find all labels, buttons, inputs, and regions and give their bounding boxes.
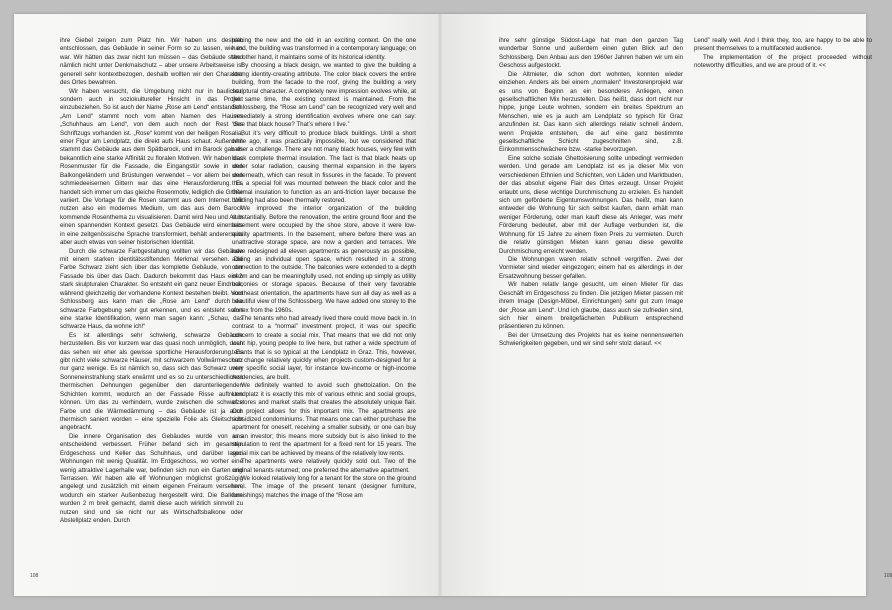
paragraph: Es ist allerdings sehr schwierig, schwarze Gebäude herzustellen. Bis vor kurzem war das quasi noch unmöglich, doch das sehen wir eher als gewisse sportliche Herausforderung. Es gibt nicht viele schwarze Häuser, mit schwarzem Vollwärmeschutz nur ganz wenige. Es ist nämlich so, dass sich das Schwarz unter Sonneneinstrahlung stark erwärmt und es so zu unterschiedlichen thermischen Dehnungen gegenüber den darunterliegenden Schichten kommt, wodurch an der Fassade Risse auftreten können. Um das zu verhindern, wurde zwischen die schwarze Farbe und die Wärmedämmung – das Gebäude ist ja auch thermisch saniert worden – eine spezielle Folie als Gleitschicht angebracht. <box>60 331 243 432</box>
book-spread <box>14 14 892 596</box>
paragraph: Durch die schwarze Farbgestaltung wollten wir das Gebäude mit einem starken identitätsstiftenden Merkmal versehen. Die Farbe Schwarz zieht sich über das komplette Gebäude, von der Fassade bis über das Dach. Dadurch bekommt das Haus einen stark skulpturalen Charakter. So entsteht ein ganz neuer Eindruck, während gleichzeitig der vorhandene Kontext bestehen bleibt. Vom Schlossberg aus kann man die „Rose am Lend“ durch die schwarze Farbgebung sehr gut erkennen, und es entsteht sofort eine starke Identifikation, wenn man sagen kann: „Schau, das schwarze Haus, da wohne ich!“ <box>60 247 243 331</box>
paragraph: The tenants who had already lived there could move back in. In contrast to a “normal” investment project, it was our specific concern to create a social mix. That means that we did not only want hip, young people to live here, but rather a wide spectrum of tenants that is so typical at the Lendplatz in Graz. This, however, can change relatively quickly when projects custom-designed for a very specific social layer, for instance low-income or high-income residencies, are built. <box>232 314 416 381</box>
paragraph: Lend” really well. And I think they, too, are happy to be able to present themselves to a multifaceted audience. <box>694 37 872 53</box>
paragraph: We looked relatively long for a tenant for the store on the ground level. The image of the present tenant (designer furniture, furnishings) matches the image of the “Rose am <box>232 474 417 499</box>
paragraph: Bei der Umsetzung des Projekts hat es keine nennenswerten Schwierigkeiten gegeben, und wir sind sehr stolz darauf. << <box>499 331 683 348</box>
paragraph: Die Altmieter, die schon dort wohnten, konnten wieder einziehen. Anders als bei einem „normalen“ Investorenprojekt war es uns von Beginn an ein besonderes Anliegen, einen gesellschaftlichen Mix herzustellen. Das heißt, dass dort nicht nur hippe, junge Leute wohnen, sondern ein breites Spektrum an Menschen, wie es ja auch am Lendplatz so typisch für Graz anzufinden ist. Das kann sich allerdings relativ schnell ändern, wenn Projekte entstehen, die auf eine ganz bestimmte gesellschaftliche Schicht zugeschnitten sind, z.B. Einkommensschwächere bzw. -starke bevorzugen. <box>499 70 683 154</box>
paragraph: Wir haben versucht, die Umgebung nicht nur in baulicher, sondern auch in soziokultureller Hinsicht in das Projekt einzubeziehen. So ist auch der Name „Rose am Lend“ entstanden. „Am Lend“ stammt noch vom alten Namen des Hauses „Schuhhaus am Lend“, von dem auch noch der Rest des Schriftzugs vorhanden ist. „Rose“ kommt von der heiligen Rosalia, einer Figur am Lendplatz, die direkt aufs Haus schaut. Außerdem stammt das Gebäude aus dem Spätbarock, und im Barock gab es bekanntlich eine starke Affinität zu floralen Motiven. Wir haben das Rosenmuster für die Fassade, die Eingangstür sowie in den Balkongeländern und Brüstungen verwendet – vor allem bei den schmiedeeisernen Gittern war das eine Herausforderung. Es handelt sich immer um das gleiche Rosenmotiv, lediglich die Größe variiert. Die Vorlage für die Rosen stammt aus dem Internet. Wir nutzen also ein modernes Medium, um das aus dem Barock kommende Rosenthema zu visualisieren. Damit wird Neu und Alt in einen spannenden Kontext gesetzt. Das Gebäude wird einerseits in eine zeitgenössische Sprache transformiert, behält andererseits aber auch etwas von seiner historischen Identität. <box>60 87 243 247</box>
paragraph: Die Wohnungen waren relativ schnell vergriffen. Zwei der Vormieter sind wieder eingezogen; einem hat es allerdings in der Ersatzwohnung besser gefallen. <box>499 255 683 280</box>
page-number: 108 <box>30 573 39 579</box>
paragraph: ihre Giebel zeigen zum Platz hin. Wir haben uns deshalb entschlossen, das Gebäude in seiner Form so zu lassen, wie es war. Wir hätten das zwar nicht tun müssen – das Gebäude stand nämlich nicht unter Denkmalschutz – aber unsere Arbeitsweise ist generell sehr kontextbezogen, deshalb wollten wir den Charakter des Ortes bewahren. <box>60 37 243 87</box>
right-column-english <box>694 37 872 71</box>
left-column-german <box>60 37 243 525</box>
paragraph: Eine solche soziale Ghettoisierung sollte unbedingt vermieden werden. Und gerade am Lendplatz ist es ja dieser Mix von verschiedenen Ethnien und Schichten, von Läden und Marktbuden, der das absolut eigene Flair des Ortes erzeugt. Unser Projekt erlaubt uns, diese wichtige Durchmischung zu erzielen. Es handelt sich um geförderte Eigentumswohnungen. Das heißt, man kann entweder die Wohnung für sich selbst kaufen, dann erhält man weniger Förderung, oder man kauft diese als Anleger, was mehr Förderung bedeutet, aber mit der Auflage verbunden ist, die Wohnung für 15 Jahre zu einem fixen Preis zu vermieten. Durch die relativ günstigen Mieten kann genau diese gewollte Durchmischung erreicht werden. <box>499 154 683 255</box>
paragraph: The implementation of the project proceeded without noteworthy difficulties, and we are proud of it. << <box>694 53 872 70</box>
paragraph: placing the new and the old in an exciting context. On the one hand, the building was transformed in a contemporary language; on the other hand, it maintains some of its historical identity. <box>232 37 416 61</box>
paragraph: Wir haben relativ lange gesucht, um einen Mieter für das Geschäft im Erdgeschoss zu finden. Die jetzigen Mieter passen mit ihrem Image (Design-Möbel, Einrichtungen) sehr gut zum Image der „Rose am Lend“. Und ich glaube, dass auch sie zufrieden sind, sich hier einem breitgefächerten Publikum entsprechend präsentieren zu können. <box>499 281 683 331</box>
book-gutter <box>438 14 442 596</box>
paragraph: By choosing a black design, we wanted to give the building a strong identity-creating attribute. The color black covers the entire building, from the facade to the roof, giving the building a very sculptural character. A completely new impression evolves while, at the same time, the existing context is maintained. From the Schlossberg, the “Rose am Lend” can be recognized very well and immediately a strong identification evolves where one can say: “See that black house? That’s where I live.” <box>232 62 416 129</box>
paragraph: Die innere Organisation des Gebäudes wurde von uns entscheidend verbessert. Früher befand sich im gesamten Erdgeschoss und Keller das Schuhhaus, und darüber lagen Wohnungen mit wenig Qualität. Im Erdgeschoss, wo vorher eine wenig attraktive Lagerhalle war, befinden sich nun ein Garten und Terrassen. Wir haben alle elf Wohnungen möglichst großzügig angelegt und zusätzlich mit einem eigenen Freiraum versehen, wodurch ein starker Außenbezug hergestellt wird. Die Balkone wurden 2 m breit gemacht, damit diese auch wirklich sinnvoll zu nutzen sind und sie nicht nur als Wirtschaftsbalkone oder Abstellplatz enden. Durch <box>60 432 243 525</box>
paragraph: We definitely wanted to avoid such ghettoization. On the Lendplatz it is exactly this mix of various ethnic and social groups, of stores and market stalls that creates the absolutely unique flair. Our project allows for this important mix. The apartments are subsidized condominiums. That means one can either purchase the apartment for oneself, receiving a smaller subsidy, or one can buy as an investor; this means more subsidy but is also linked to the stipulation to rent the apartment for a fixed rent for 15 years. The social mix can be achieved by means of the relatively low rents. <box>232 382 416 457</box>
paragraph: The apartments were relatively quickly sold out. Two of the original tenants returned; one preferred the alternative apartment. <box>232 458 416 474</box>
page-number: 109 <box>884 573 892 579</box>
paragraph: We improved the interior organization of the building substantially. Before the renovation, the entire ground floor and the basement were occupied by the shoe store, above it were low-quality apartments. In the basement, where before there was an unattractive storage space, are now a garden and terraces. We have redesigned all eleven apartments as generously as possible, adding an individual open space, which resulted in a strong connection to the outside. The balconies were extended to a depth of 2m and can be meaningfully used, not ending up simply as utility balconies or storage spaces. Because of their very favorable southeast orientation, the apartments have sun all day as well as a beautiful view of the Schlossberg. We have added one storey to the annex from the 1960s. <box>232 205 416 314</box>
right-column-german <box>499 37 683 349</box>
paragraph: But it’s very difficult to produce black buildings. Until a short while ago, it was practically impossible, but we considered that rather a challenge. There are not many black houses, very few with black complete thermal insulation. The fact is that black heats up under solar radiation, causing thermal expansion in the layers underneath, which can result in fissures in the facade. To prevent this, a special foil was mounted between the black color and the thermal insulation to function as an anti-friction layer because the building had also been thermally restored. <box>232 129 416 205</box>
paragraph: ihre sehr günstige Südost-Lage hat man den ganzen Tag wunderbar Sonne und außerdem einen guten Blick auf den Schlossberg. Den Anbau aus den 1960er Jahren haben wir um ein Geschoss aufgestockt. <box>499 37 683 70</box>
left-column-english <box>232 37 416 500</box>
